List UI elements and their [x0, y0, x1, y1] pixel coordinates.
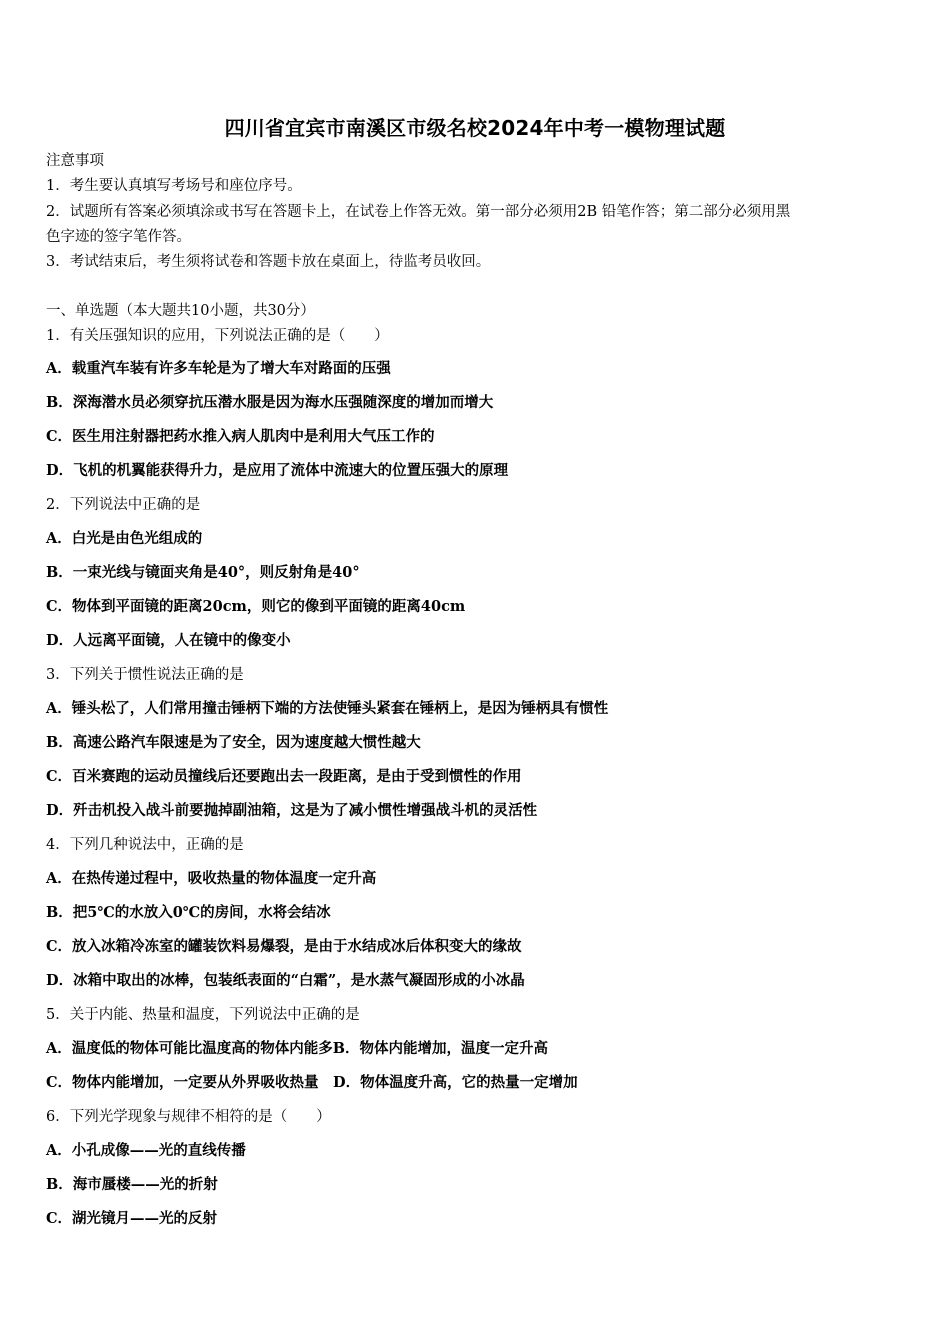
- question-stem: 3．下列关于惯性说法正确的是: [46, 667, 244, 683]
- question-option: A．白光是由色光组成的: [46, 530, 203, 547]
- question-option: A．小孔成像——光的直线传播: [46, 1142, 246, 1159]
- exam-title: 四川省宜宾市南溪区市级名校2024年中考一模物理试题: [224, 116, 726, 140]
- question-option: B．海市蜃楼——光的折射: [46, 1176, 218, 1193]
- question-option: A．锤头松了，人们常用撞击锤柄下端的方法使锤头紧套在锤柄上，是因为锤柄具有惯性: [46, 700, 609, 717]
- section-heading: 一、单选题（本大题共10小题，共30分）: [46, 303, 315, 319]
- question-option: B．一束光线与镜面夹角是40°，则反射角是40°: [46, 564, 360, 581]
- question-stem: 4．下列几种说法中，正确的是: [46, 837, 244, 853]
- question-option: C．物体到平面镜的距离20cm，则它的像到平面镜的距离40cm: [46, 598, 466, 615]
- question-option: A．载重汽车装有许多车轮是为了增大车对路面的压强: [46, 360, 391, 377]
- question-stem: 5．关于内能、热量和温度，下列说法中正确的是: [46, 1007, 360, 1023]
- question-option: B．深海潜水员必须穿抗压潜水服是因为海水压强随深度的增加而增大: [46, 394, 494, 411]
- question-option: D．冰箱中取出的冰棒，包装纸表面的“白霜”，是水蒸气凝固形成的小冰晶: [46, 972, 525, 989]
- notice-heading: 注意事项: [46, 153, 104, 169]
- notice-item: 色字迹的签字笔作答。: [46, 229, 191, 245]
- question-option: C．放入冰箱冷冻室的罐装饮料易爆裂，是由于水结成冰后体积变大的缘故: [46, 938, 522, 955]
- question-option: B．高速公路汽车限速是为了安全，因为速度越大惯性越大: [46, 734, 421, 751]
- question-stem: 6．下列光学现象与规律不相符的是（ ）: [46, 1109, 331, 1125]
- question-option: C．百米赛跑的运动员撞线后还要跑出去一段距离，是由于受到惯性的作用: [46, 768, 522, 785]
- question-option: B．把5℃的水放入0℃的房间，水将会结冰: [46, 904, 331, 921]
- notice-item: 2．试题所有答案必须填涂或书写在答题卡上，在试卷上作答无效。第一部分必须用2B 铅笔作答；第二部分必须用黑: [46, 204, 791, 220]
- question-option: C．医生用注射器把药水推入病人肌肉中是利用大气压工作的: [46, 428, 435, 445]
- question-option: C．湖光镜月——光的反射: [46, 1210, 218, 1227]
- question-option: D．歼击机投入战斗前要抛掉副油箱，这是为了减小惯性增强战斗机的灵活性: [46, 802, 538, 819]
- question-option: D．飞机的机翼能获得升力，是应用了流体中流速大的位置压强大的原理: [46, 462, 509, 479]
- question-option: A．温度低的物体可能比温度高的物体内能多B．物体内能增加，温度一定升高: [46, 1040, 549, 1057]
- notice-item: 3．考试结束后，考生须将试卷和答题卡放在桌面上，待监考员收回。: [46, 254, 491, 270]
- question-stem: 2．下列说法中正确的是: [46, 497, 201, 513]
- notice-item: 1．考生要认真填写考场号和座位序号。: [46, 178, 302, 194]
- question-option: A．在热传递过程中，吸收热量的物体温度一定升高: [46, 870, 377, 887]
- question-option: C．物体内能增加，一定要从外界吸收热量 D．物体温度升高，它的热量一定增加: [46, 1074, 578, 1091]
- question-stem: 1．有关压强知识的应用，下列说法正确的是（ ）: [46, 328, 389, 344]
- question-option: D．人远离平面镜，人在镜中的像变小: [46, 632, 291, 649]
